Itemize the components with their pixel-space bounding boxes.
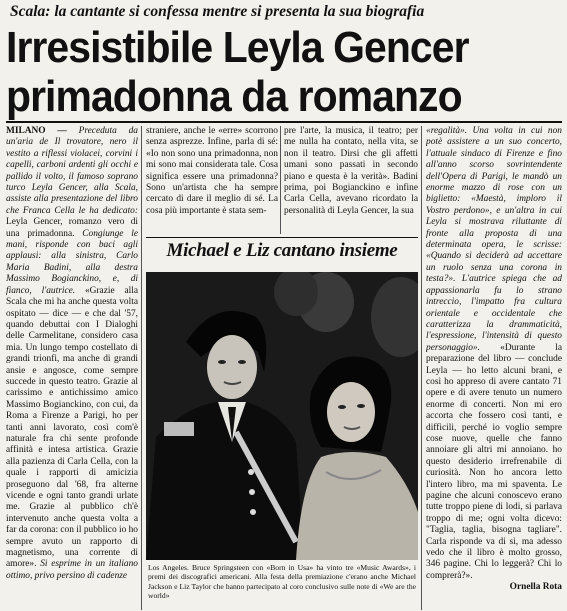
headline-line1: Irresistibile Leyla Gencer	[6, 23, 469, 72]
photo-rule	[146, 237, 418, 238]
col1-body1: Leyla Gencer, romanzo vero di una primadonna.	[6, 217, 138, 239]
article-column-1	[6, 126, 138, 610]
kicker: Scala: la cantante si confessa mentre si presenta la sua biografia	[10, 3, 425, 20]
col4-p3: «Durante la preparazione del libro — conclude Leyla — ho letto alcuni brani, e così ho appreso di avere cantato 71 opere e di avere tenuto un numero enorme di concerti. Non mi ero accorta che fossero così tanti, e difficili, perché io voglio sempre cose nuove, quelle che fanno annoiare gli altri mi annoiano. ho questo desiderio irrefrenabile di curiosità. Non ho ancora letto l'intero libro, ma mi spaventa. Le pagine che alcuni conoscevo erano tutte troppo piene di lodi, si parlava troppo di me; ogni volta dicevo: "Taglia, taglia, bisogna tagliare". Carla risponde va di sì, ma adesso vedo che il libro è molto grosso, 346 pagine. Chi lo leggerà? Chi lo comprerà?».	[426, 342, 562, 581]
article-column-2	[146, 126, 278, 234]
headline-rule	[6, 121, 562, 123]
photo-headline: Michael e Liz cantano insieme	[166, 240, 398, 261]
byline: Ornella Rota	[509, 582, 562, 593]
col4-p2: L'autrice spiega che ad appassionarla fu lo strano intreccio, l'impatto fra cultura orientale e occidentale che caratterizza la drammaticità, l'espressione, l'intensità di questo personaggio».	[426, 274, 562, 353]
col1-body2: «Grazie alla Scala che mi ha anche questa volta ospitato — dice — e che dal '57, quando debuttai con I Dialoghi delle Carmelitane, considero casa mia. Un lungo tempo costellato di grandi trionfi, ma anche di grandi ansie e angosce, come sempre succede in questo teatro. Grazie al carissimo e antichissimo amico Massimo Bogianckino, con cui, da Roma a Firenze a Parigi, ho per tanti anni lavorato, così com'è naturale fra chi sente profonde affinità e intesa artistica. Grazie alla pazienza di Carla Cella, con la quale i rapporti di amicizia proseguono dal '68, fra alterne vicende e ogni tanto grandi urlate me. Grazie al pubblico ch'è intervenuto anche questa volta a far da corona: con il pubblico io ho sempre avuto un rapporto di magnetismo, una corrente di amore».	[6, 285, 138, 570]
photo-caption: Los Angeles. Bruce Springsteen con «Born in Usa» ha vinto tre «Music Awards», i premi dei discografici americani. Alla festa della premiazione c'erano anche Michael Jackson e Liz Taylor che hanno partecipato al coro conclusivo sulle note di «We are the world»	[148, 563, 416, 601]
col4-p1: «regalità». Una volta in cui non potè assistere a un suo concerto, l'attuale sindaco di Firenze e fino all'anno scorso sovrintendente dell'Opera di Parigi, le mandò un enorme mazzo di rose con un biglietto: «Maestà, imploro il Vostro perdono», e un'altra in cui Leyla si mostrava riluttante di fronte alla proposta di una determinata opera, le scrisse: «Quando si deciderà ad accettare un ruolo senza una corona in testa?».	[426, 126, 562, 285]
column-divider	[421, 126, 422, 610]
headline-line2: primadonna da romanzo	[6, 72, 462, 121]
col3-text: pre l'arte, la musica, il teatro; per me nulla ha contato, nella vita, se non il teatro. Dirsi che gli affetti umani sono passati in secondo piano e questa è la verità». Badini prima, poi Bogianckino e infine Carla Cella, avevano ricordato la personalità di Leyla Gencer, la sua	[284, 126, 418, 216]
col2-text: straniere, anche le «erre» scorrono senza asprezze. Infine, parla di sé: «Io non sono una primadonna, non mi sono mai considerata tale. Cosa significa essere una primadonna? Sono un'artista che ha sempre cercato di dare il meglio di sé. La cosa più importante è stata sem-	[146, 126, 278, 216]
col1-tail: Si esprime in un italiano ottimo, privo persino di cadenze	[6, 559, 138, 581]
col1-italic: Congiunge le mani, risponde con baci agli applausi: alla sinistra, Carlo Maria Badini, alla destra Massimo Bogianckino, e, di fianco, l'autrice.	[6, 228, 138, 296]
article-column-4	[426, 126, 562, 610]
column-divider	[280, 126, 281, 234]
article-column-3	[284, 126, 418, 234]
lead-text: Preceduta da un'aria de Il trovatore, nero il vestito a riflessi violacei, corvini i capelli, carboni ardenti gli occhi e pallido il volto, il famoso soprano turco Leyla Gencer, alla Scala, assiste alla presentazione del libro che Franca Cella le ha dedicato:	[6, 126, 138, 216]
dateline: MILANO —	[6, 126, 79, 136]
column-divider	[141, 126, 142, 610]
photo-michael-liz	[146, 272, 418, 560]
